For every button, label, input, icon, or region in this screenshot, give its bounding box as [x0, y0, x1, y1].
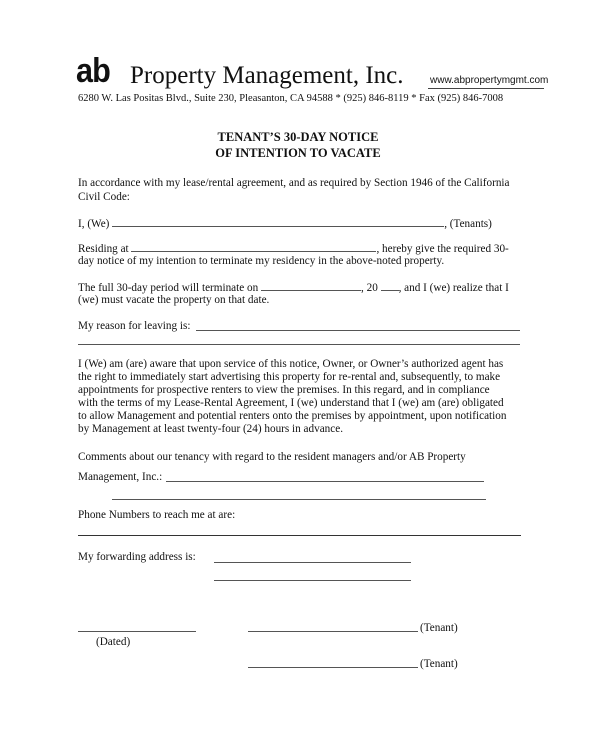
- company-website: www.abpropertymgmt.com: [430, 75, 549, 86]
- residing-address-field[interactable]: [131, 241, 376, 252]
- intro-line-2: Civil Code:: [78, 191, 130, 203]
- aware-line-6: by Management at least twenty-four (24) hours in advance.: [78, 423, 343, 435]
- tenant-signature-line-1[interactable]: [248, 631, 418, 632]
- comments-line-1: Comments about our tenancy with regard to the resident managers and/or AB Property: [78, 451, 466, 463]
- comments-line-2: Management, Inc.:: [78, 471, 163, 483]
- forwarding-field-line-2[interactable]: [214, 580, 411, 581]
- residing-row: [78, 241, 509, 256]
- termination-prefix: The full 30-day period will terminate on: [78, 282, 259, 294]
- tenant-names-row: [78, 216, 492, 231]
- termination-year-prefix: , 20: [361, 282, 378, 294]
- phone-label: Phone Numbers to reach me at are:: [78, 509, 236, 521]
- dated-label: (Dated): [96, 636, 131, 648]
- reason-field-line-1[interactable]: [196, 330, 520, 331]
- tenant-label-2: (Tenant): [420, 658, 458, 670]
- aware-line-3: appointments for prospective renters to view the premises. In this regard, and in compliance: [78, 384, 490, 396]
- header-rule: [428, 88, 544, 89]
- residing-line-2: day notice of my intention to terminate my residency in the above-noted property.: [78, 255, 445, 267]
- termination-line-2: (we) must vacate the property on that date.: [78, 294, 270, 306]
- tenant-label-1: (Tenant): [420, 622, 458, 634]
- aware-line-1: I (We) am (are) aware that upon service of this notice, Owner, or Owner’s authorized agent has: [78, 358, 504, 370]
- forwarding-label: My forwarding address is:: [78, 551, 196, 563]
- tenant-suffix: , (Tenants): [444, 218, 492, 230]
- date-field-line[interactable]: [78, 631, 196, 632]
- reason-label: My reason for leaving is:: [78, 320, 191, 332]
- document-title-line-1: TENANT’S 30-DAY NOTICE: [217, 130, 379, 144]
- company-address: 6280 W. Las Positas Blvd., Suite 230, Pleasanton, CA 94588 * (925) 846-8119 * Fax (925) 846-7008: [78, 93, 504, 104]
- residing-prefix: Residing at: [78, 243, 129, 255]
- document-title-line-2: OF INTENTION TO VACATE: [215, 146, 381, 160]
- forwarding-field-line-1[interactable]: [214, 562, 411, 563]
- company-name: Property Management, Inc.: [130, 62, 404, 89]
- termination-suffix: , and I (we) realize that I: [398, 282, 509, 294]
- intro-line-1: In accordance with my lease/rental agreement, and as required by Section 1946 of the California: [78, 177, 510, 189]
- aware-line-5: to allow Management and potential renters onto the premises by appointment, upon notification: [78, 410, 507, 422]
- aware-line-2: the right to immediately start advertising this property for re-rental and, subsequently, to make: [78, 371, 501, 383]
- tenant-names-field[interactable]: [112, 216, 444, 227]
- termination-date-field[interactable]: [261, 280, 361, 291]
- phone-field-line[interactable]: [78, 535, 521, 536]
- comments-field-line-1[interactable]: [166, 481, 484, 482]
- company-logo: ab: [76, 52, 110, 90]
- residing-suffix: , hereby give the required 30-: [376, 243, 509, 255]
- tenant-signature-line-2[interactable]: [248, 667, 418, 668]
- termination-row: [78, 280, 509, 295]
- aware-line-4: with the terms of my Lease-Rental Agreement, I (we) understand that I (we) am (are) obligated: [78, 397, 504, 409]
- tenant-prefix: I, (We): [78, 218, 110, 230]
- termination-year-field[interactable]: [381, 280, 399, 291]
- comments-field-line-2[interactable]: [112, 499, 486, 500]
- reason-field-line-2[interactable]: [78, 344, 520, 345]
